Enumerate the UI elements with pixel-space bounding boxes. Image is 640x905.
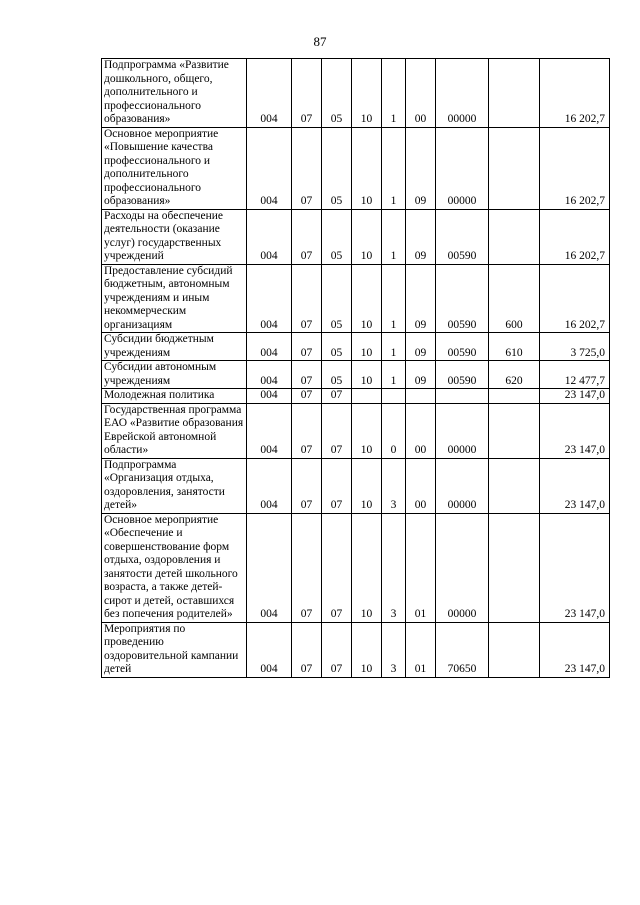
row-name: Государственная программа ЕАО «Развитие образования Еврейской автономной области»	[102, 403, 247, 458]
section-code-cell: 07	[292, 389, 322, 404]
subprogram-code-cell	[382, 389, 406, 404]
ministry-code-cell: 004	[247, 622, 292, 677]
activity-code-cell: 09	[406, 264, 436, 333]
section-code-cell: 07	[292, 361, 322, 389]
table-row	[102, 264, 610, 333]
budget-table-body	[102, 59, 610, 678]
page-number: 87	[313, 34, 327, 49]
subprogram-code-cell: 1	[382, 333, 406, 361]
table-row	[102, 361, 610, 389]
table-row	[102, 458, 610, 513]
expense-type-code-cell: 600	[489, 264, 540, 333]
subprogram-code-cell: 3	[382, 622, 406, 677]
expense-type-code-cell	[489, 389, 540, 404]
row-name: Субсидии бюджетным учреждениям	[102, 333, 247, 361]
direction-code-cell: 00590	[436, 333, 489, 361]
table-row	[102, 333, 610, 361]
budget-table	[101, 58, 610, 678]
activity-code-cell: 00	[406, 458, 436, 513]
subsection-code-cell: 05	[322, 59, 352, 128]
expense-type-code-cell	[489, 403, 540, 458]
direction-code-cell: 00000	[436, 59, 489, 128]
section-code-cell: 07	[292, 513, 322, 622]
amount-cell: 23 147,0	[540, 458, 610, 513]
amount-cell: 3 725,0	[540, 333, 610, 361]
activity-code-cell	[406, 389, 436, 404]
direction-code-cell: 00590	[436, 264, 489, 333]
subsection-code-cell: 05	[322, 333, 352, 361]
amount-cell: 16 202,7	[540, 127, 610, 209]
row-name: Предоставление субсидий бюджетным, автономным учреждениям и иным некоммерческим организациям	[102, 264, 247, 333]
direction-code-cell: 00590	[436, 209, 489, 264]
activity-code-cell: 09	[406, 361, 436, 389]
direction-code-cell: 00000	[436, 458, 489, 513]
program-code-cell: 10	[352, 59, 382, 128]
activity-code-cell: 09	[406, 209, 436, 264]
expense-type-code-cell: 620	[489, 361, 540, 389]
amount-cell: 23 147,0	[540, 403, 610, 458]
ministry-code-cell: 004	[247, 127, 292, 209]
amount-cell: 16 202,7	[540, 264, 610, 333]
program-code-cell: 10	[352, 622, 382, 677]
subsection-code-cell: 07	[322, 513, 352, 622]
activity-code-cell: 09	[406, 333, 436, 361]
ministry-code-cell: 004	[247, 458, 292, 513]
row-name: Субсидии автономным учреждениям	[102, 361, 247, 389]
direction-code-cell	[436, 389, 489, 404]
ministry-code-cell: 004	[247, 361, 292, 389]
section-code-cell: 07	[292, 403, 322, 458]
activity-code-cell: 00	[406, 59, 436, 128]
ministry-code-cell: 004	[247, 209, 292, 264]
subprogram-code-cell: 0	[382, 403, 406, 458]
subprogram-code-cell: 1	[382, 361, 406, 389]
direction-code-cell: 00000	[436, 403, 489, 458]
expense-type-code-cell	[489, 209, 540, 264]
row-name: Основное мероприятие «Обеспечение и совершенствование форм отдыха, оздоровления и занятости детей школьного возраста, а также детей-сирот и детей, оставшихся без попечения родителей»	[102, 513, 247, 622]
subprogram-code-cell: 3	[382, 513, 406, 622]
row-name: Подпрограмма «Развитие дошкольного, общего, дополнительного и профессионального образования»	[102, 59, 247, 128]
program-code-cell: 10	[352, 127, 382, 209]
program-code-cell: 10	[352, 361, 382, 389]
table-row	[102, 403, 610, 458]
section-code-cell: 07	[292, 264, 322, 333]
program-code-cell: 10	[352, 333, 382, 361]
ministry-code-cell: 004	[247, 403, 292, 458]
subsection-code-cell: 05	[322, 127, 352, 209]
subprogram-code-cell: 3	[382, 458, 406, 513]
row-name: Расходы на обеспечение деятельности (оказание услуг) государственных учреждений	[102, 209, 247, 264]
activity-code-cell: 00	[406, 403, 436, 458]
direction-code-cell: 00000	[436, 127, 489, 209]
program-code-cell: 10	[352, 209, 382, 264]
subsection-code-cell: 07	[322, 622, 352, 677]
subprogram-code-cell: 1	[382, 59, 406, 128]
table-row	[102, 513, 610, 622]
direction-code-cell: 00590	[436, 361, 489, 389]
expense-type-code-cell	[489, 458, 540, 513]
section-code-cell: 07	[292, 458, 322, 513]
activity-code-cell: 09	[406, 127, 436, 209]
ministry-code-cell: 004	[247, 264, 292, 333]
direction-code-cell: 00000	[436, 513, 489, 622]
section-code-cell: 07	[292, 333, 322, 361]
section-code-cell: 07	[292, 59, 322, 128]
amount-cell: 23 147,0	[540, 513, 610, 622]
subsection-code-cell: 05	[322, 209, 352, 264]
expense-type-code-cell	[489, 622, 540, 677]
amount-cell: 23 147,0	[540, 622, 610, 677]
program-code-cell: 10	[352, 458, 382, 513]
expense-type-code-cell	[489, 59, 540, 128]
section-code-cell: 07	[292, 622, 322, 677]
subprogram-code-cell: 1	[382, 127, 406, 209]
section-code-cell: 07	[292, 127, 322, 209]
ministry-code-cell: 004	[247, 513, 292, 622]
subsection-code-cell: 05	[322, 264, 352, 333]
table-row	[102, 127, 610, 209]
subprogram-code-cell: 1	[382, 209, 406, 264]
section-code-cell: 07	[292, 209, 322, 264]
row-name: Мероприятия по проведению оздоровительной кампании детей	[102, 622, 247, 677]
ministry-code-cell: 004	[247, 59, 292, 128]
table-row	[102, 59, 610, 128]
program-code-cell	[352, 389, 382, 404]
amount-cell: 16 202,7	[540, 59, 610, 128]
amount-cell: 23 147,0	[540, 389, 610, 404]
subsection-code-cell: 07	[322, 403, 352, 458]
amount-cell: 12 477,7	[540, 361, 610, 389]
activity-code-cell: 01	[406, 622, 436, 677]
program-code-cell: 10	[352, 403, 382, 458]
row-name: Подпрограмма «Организация отдыха, оздоровления, занятости детей»	[102, 458, 247, 513]
subsection-code-cell: 05	[322, 361, 352, 389]
activity-code-cell: 01	[406, 513, 436, 622]
row-name: Основное мероприятие «Повышение качества профессионального и дополнительного профессионального образования»	[102, 127, 247, 209]
table-row	[102, 389, 610, 404]
row-name: Молодежная политика	[102, 389, 247, 404]
ministry-code-cell: 004	[247, 389, 292, 404]
subsection-code-cell: 07	[322, 458, 352, 513]
amount-cell: 16 202,7	[540, 209, 610, 264]
direction-code-cell: 70650	[436, 622, 489, 677]
table-row	[102, 209, 610, 264]
subsection-code-cell: 07	[322, 389, 352, 404]
table-row	[102, 622, 610, 677]
expense-type-code-cell	[489, 127, 540, 209]
ministry-code-cell: 004	[247, 333, 292, 361]
program-code-cell: 10	[352, 264, 382, 333]
expense-type-code-cell	[489, 513, 540, 622]
expense-type-code-cell: 610	[489, 333, 540, 361]
subprogram-code-cell: 1	[382, 264, 406, 333]
program-code-cell: 10	[352, 513, 382, 622]
